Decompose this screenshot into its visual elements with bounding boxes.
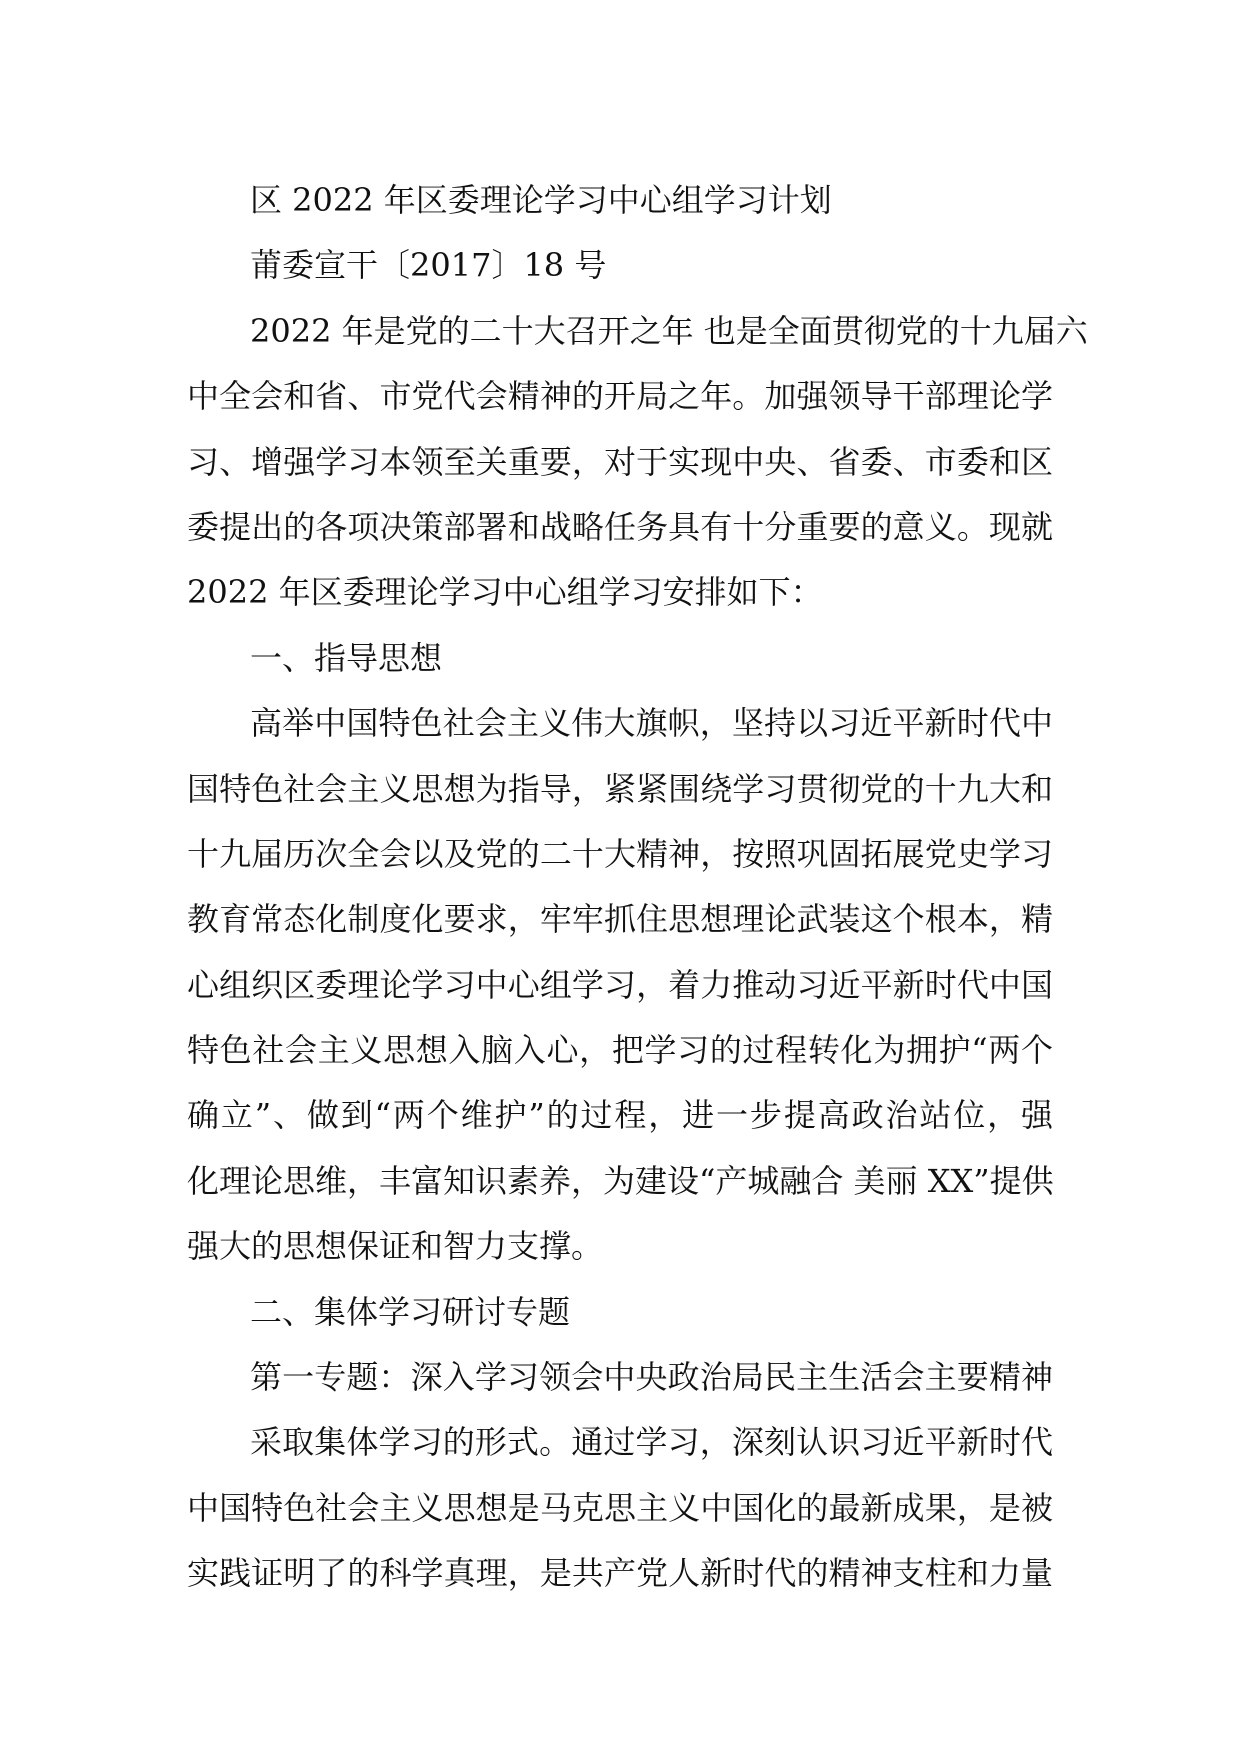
document-number: 莆委宣干〔2017〕18 号 (250, 246, 607, 285)
guiding-ideology-paragraph-line: 特色社会主义思想入脑入心，把学习的过程转化为拥护“两个 (187, 1031, 1053, 1070)
guiding-ideology-paragraph-line: 高举中国特色社会主义伟大旗帜，坚持以习近平新时代中 (250, 704, 1053, 743)
guiding-ideology-paragraph-line: 十九届历次全会以及党的二十大精神，按照巩固拓展党史学习 (187, 834, 1053, 873)
intro-paragraph-line: 习、增强学习本领至关重要，对于实现中央、省委、市委和区 (187, 442, 1053, 481)
guiding-ideology-paragraph-line: 教育常态化制度化要求，牢牢抓住思想理论武装这个根本，精 (187, 900, 1053, 939)
document-title: 区 2022 年区委理论学习中心组学习计划 (250, 181, 832, 219)
section-heading-collective-study-topics: 二、集体学习研讨专题 (250, 1292, 571, 1331)
topic-one-paragraph-line: 实践证明了的科学真理，是共产党人新时代的精神支柱和力量 (187, 1554, 1053, 1593)
intro-paragraph-line: 2022 年是党的二十大召开之年 也是全面贯彻党的十九届六 (250, 311, 1088, 350)
intro-paragraph-line: 2022 年区委理论学习中心组学习安排如下： (187, 573, 823, 612)
section-heading-guiding-ideology: 一、指导思想 (250, 638, 443, 677)
topic-one-paragraph-line: 中国特色社会主义思想是马克思主义中国化的最新成果，是被 (187, 1488, 1053, 1527)
topic-one-heading: 第一专题：深入学习领会中央政治局民主生活会主要精神 (250, 1358, 1053, 1397)
guiding-ideology-paragraph-line: 强大的思想保证和智力支撑。 (187, 1227, 604, 1266)
guiding-ideology-paragraph-line: 心组织区委理论学习中心组学习，着力推动习近平新时代中国 (187, 965, 1053, 1004)
guiding-ideology-paragraph-line: 化理论思维，丰富知识素养，为建设“产城融合 美丽 XX”提供 (187, 1161, 1054, 1200)
guiding-ideology-paragraph-line: 确立”、做到“两个维护”的过程，进一步提高政治站位，强 (187, 1096, 1053, 1135)
document-body (187, 168, 1088, 1607)
topic-one-paragraph-line: 采取集体学习的形式。通过学习，深刻认识习近平新时代 (250, 1423, 1053, 1462)
intro-paragraph-line: 中全会和省、市党代会精神的开局之年。加强领导干部理论学 (187, 377, 1053, 416)
intro-paragraph-line: 委提出的各项决策部署和战略任务具有十分重要的意义。现就 (187, 507, 1053, 546)
guiding-ideology-paragraph-line: 国特色社会主义思想为指导，紧紧围绕学习贯彻党的十九大和 (187, 769, 1053, 808)
